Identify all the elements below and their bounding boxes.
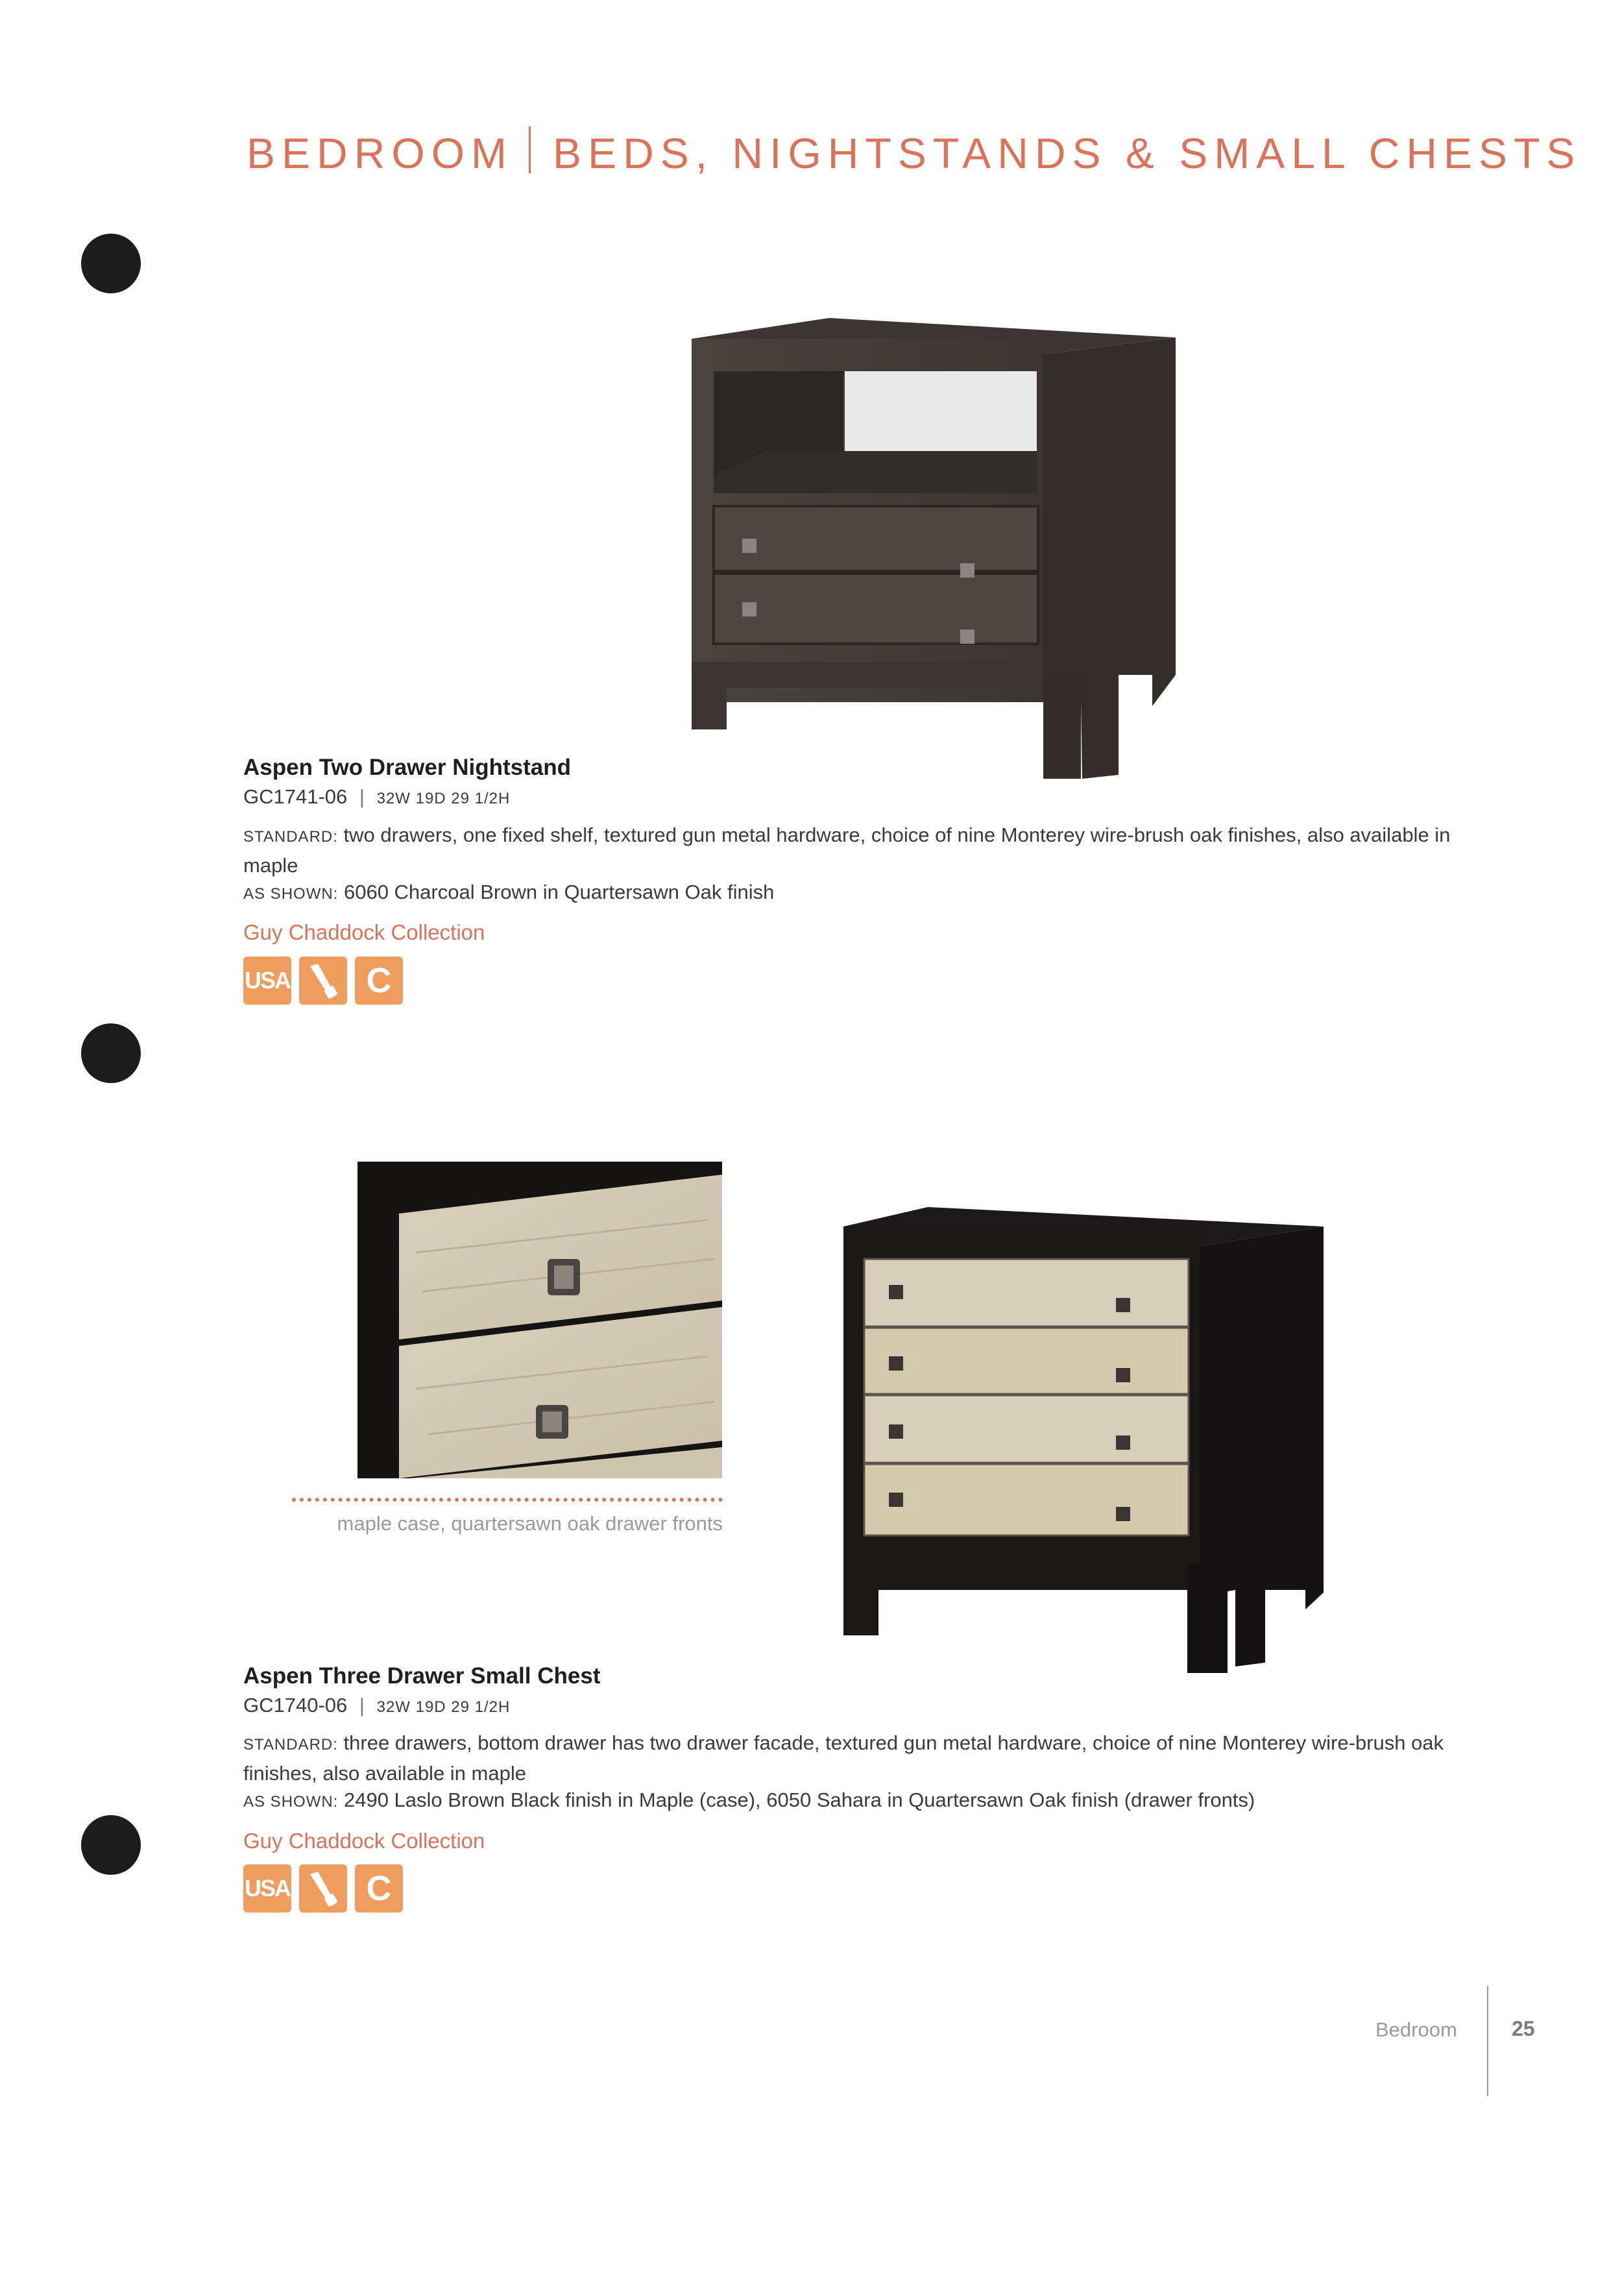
product-as-shown — [243, 878, 1470, 909]
chest-image — [837, 1201, 1330, 1674]
product-title: Aspen Two Drawer Nightstand — [243, 755, 571, 780]
footer-divider — [1487, 1986, 1488, 2096]
binder-hole — [81, 234, 141, 293]
custom-badge: C — [355, 1864, 403, 1912]
brush-icon — [299, 957, 347, 1005]
as-shown-label: AS SHOWN: — [243, 1793, 339, 1811]
product-sku-line — [243, 783, 510, 813]
footer-section: Bedroom — [1375, 2018, 1457, 2041]
product-standard — [243, 821, 1470, 880]
product-dimensions: 32W 19D 29 1/2H — [376, 1698, 511, 1716]
product-sku: GC1741-06 — [243, 785, 348, 808]
as-shown-text: 2490 Laslo Brown Black finish in Maple (case), 6050 Sahara in Quartersawn Oak finish (drawer fronts) — [343, 1789, 1255, 1811]
sku-divider: | — [359, 785, 365, 808]
header-divider — [529, 127, 531, 173]
brush-icon — [299, 1864, 347, 1912]
badge-row — [243, 1864, 403, 1912]
detail-caption: maple case, quartersawn oak drawer fronts — [337, 1512, 723, 1535]
standard-label: STANDARD: — [243, 828, 338, 846]
collection-link[interactable]: Guy Chaddock Collection — [243, 920, 485, 944]
badge-row — [243, 957, 403, 1005]
page-number: 25 — [1512, 2017, 1535, 2040]
product-sku-line — [243, 1691, 510, 1722]
usa-badge: USA — [243, 957, 291, 1005]
standard-text: two drawers, one fixed shelf, textured gun metal hardware, choice of nine Monterey wire-brush oak finishes, also available in maple — [243, 824, 1451, 877]
caption-dotted-rule — [292, 1498, 723, 1502]
binder-hole — [81, 1815, 141, 1875]
product-sku: GC1740-06 — [243, 1694, 348, 1716]
standard-label: STANDARD: — [243, 1736, 338, 1753]
product-dimensions: 32W 19D 29 1/2H — [376, 790, 511, 807]
as-shown-text: 6060 Charcoal Brown in Quartersawn Oak finish — [343, 881, 775, 903]
collection-link[interactable]: Guy Chaddock Collection — [243, 1829, 485, 1853]
page-header — [247, 127, 1581, 178]
product-as-shown — [243, 1786, 1470, 1816]
binder-hole — [81, 1023, 141, 1083]
product-title: Aspen Three Drawer Small Chest — [243, 1663, 601, 1689]
custom-badge: C — [355, 957, 403, 1005]
usa-badge: USA — [243, 1864, 291, 1912]
header-section: BEDROOM — [247, 129, 514, 177]
nightstand-image — [688, 311, 1181, 785]
drawer-detail-image — [357, 1162, 722, 1478]
standard-text: three drawers, bottom drawer has two drawer facade, textured gun metal hardware, choice of nine Monterey wire-brush oak finishes, also available in maple — [243, 1731, 1444, 1785]
sku-divider: | — [359, 1694, 365, 1716]
product-standard — [243, 1729, 1470, 1788]
as-shown-label: AS SHOWN: — [243, 885, 339, 903]
header-subsection: BEDS, NIGHTSTANDS & SMALL CHESTS — [553, 129, 1582, 177]
